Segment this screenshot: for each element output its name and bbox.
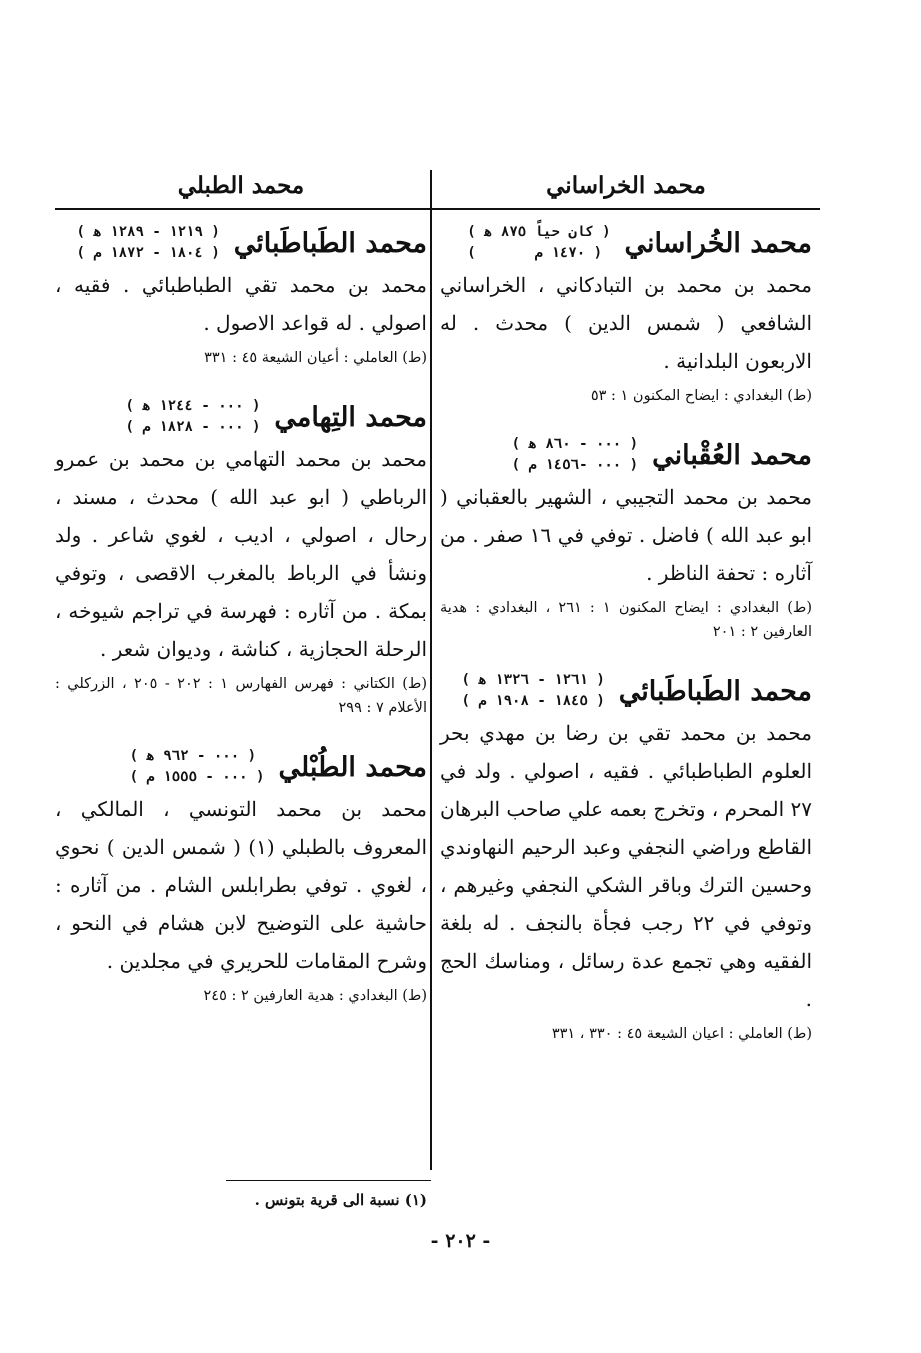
entry-body: محمد بن محمد التجيبي ، الشهير بالعقباني ( ابو عبد الله ) فاضل . توفي في ١٦ صفر . من آثاره : تحفة الناظر .: [440, 485, 812, 585]
entry-head: [440, 434, 812, 476]
entry-head: [440, 222, 812, 264]
dates-gregorian: ( ٠٠٠ -١٤٥٦ م ): [511, 457, 639, 473]
entry-body: محمد بن محمد بن التبادكاني ، الخراساني الشافعي ( شمس الدين ) محدث . له الاربعون البلدانية .: [440, 273, 812, 373]
left-column: [55, 164, 427, 1008]
entry-source: (ط) الكتاني : فهرس الفهارس ١ : ٢٠٢ - ٢٠٥ ، الزركلي : الأعلام ٧ : ٢٩٩: [55, 676, 427, 716]
footnote-rule: [226, 1180, 431, 1181]
entry-head: [55, 222, 427, 264]
entry-body: محمد بن محمد التهامي بن محمد بن عمرو الرباطي ( ابو عبد الله ) محدث ، مسند ، رحال ، اصولي ، اديب ، لغوي شاعر . ولد ونشأ في الرباط بالمغرب الاقصى ، وتوفي بمكة . من آثاره : فهرسة في تراجم شيوخه ، الرحلة الحجازية ، كناشة ، وديوان شعر .: [55, 447, 427, 661]
entry-name: محمد الخُراساني: [624, 227, 812, 259]
entry-source: (ط) العاملي : اعيان الشيعة ٤٥ : ٣٣٠ ، ٣٣١: [551, 1026, 812, 1042]
entry-name: محمد الطَباطَبائي: [233, 227, 427, 259]
right-column: [440, 164, 812, 1046]
entry-source: (ط) البغدادي : هدية العارفين ٢ : ٢٤٥: [203, 988, 427, 1004]
entry-head: [55, 746, 427, 788]
entry: [440, 670, 812, 1046]
entry-source: (ط) البغدادي : ايضاح المكنون ١ : ٢٦١ ، البغدادي : هدية العارفين ٢ : ٢٠١: [440, 600, 812, 640]
entry-source: (ط) العاملي : أعيان الشيعة ٤٥ : ٣٣١: [204, 350, 427, 366]
left-column-title: محمد الطبلي: [177, 172, 305, 199]
right-column-title: محمد الخراساني: [546, 172, 706, 199]
entry: [55, 746, 427, 1008]
entry-name: محمد الطُبْلي: [278, 751, 427, 783]
entry-body: محمد بن محمد التونسي ، المالكي ، المعروف بالطبلي (١) ( شمس الدين ) نحوي ، لغوي . توفي بطرابلس الشام . من آثاره : حاشية على التوضيح لابن هشام في النحو ، وشرح المقامات للحريري في مجلدين .: [55, 797, 428, 973]
entry-name: محمد العُقْباني: [652, 439, 812, 471]
dates-gregorian: ( ١٨٠٤ - ١٨٧٢ م ): [76, 245, 220, 261]
entry-source: (ط) البغدادي : ايضاح المكنون ١ : ٥٣: [590, 388, 812, 404]
dates-gregorian: ( ٠٠٠ - ١٥٥٥ م ): [129, 769, 265, 785]
dates-gregorian: ( ١٤٧٠ م ): [467, 245, 603, 261]
page-number: - ٢٠٢ -: [430, 1230, 491, 1252]
entry: [55, 222, 427, 370]
entry-dates: [467, 222, 610, 264]
dates-hijri: ( كان حياً ٨٧٥ ﻫ ): [467, 224, 611, 240]
entry-head: [55, 396, 427, 438]
dates-gregorian: ( ٠٠٠ - ١٨٢٨ م ): [125, 419, 261, 435]
entry-dates: [76, 222, 219, 264]
entry-dates: [126, 396, 261, 438]
entry-head: [440, 670, 812, 712]
dates-hijri: ( ٠٠٠ - ٨٦٠ ﻫ ): [511, 436, 639, 452]
entry-name: محمد التِهامي: [274, 401, 427, 433]
dates-hijri: ( ١٢١٩ - ١٢٨٩ ﻫ ): [76, 224, 220, 240]
entry-body: محمد بن محمد تقي بن رضا بن مهدي بحر العلوم الطباطبائي . فقيه ، اصولي . ولد في ٢٧ المحرم ، وتخرج بعمه علي صاحب البرهان القاطع وراضي النجفي وعبد الرحيم النهاوندي وحسين الترك وباقر الشكي النجفي وغيرهم ، وتوفي في ٢٢ رجب فجأة بالنجف . له بلغة الفقيه وهي تجمع عدة رسائل ، ومناسك الحج .: [440, 721, 813, 1011]
dates-hijri: ( ١٢٦١ - ١٣٢٦ ﻫ ): [461, 672, 605, 688]
entry: [440, 222, 812, 408]
entry-dates: [130, 746, 265, 788]
entry-body: محمد بن محمد تقي الطباطبائي . فقيه ، اصولي . له قواعد الاصول .: [55, 273, 427, 335]
entry: [55, 396, 427, 720]
dates-hijri: ( ٠٠٠ - ١٢٤٤ ﻫ ): [125, 398, 261, 414]
entry-dates: [512, 434, 638, 476]
column-divider: [430, 170, 432, 1170]
entry-dates: [461, 670, 604, 712]
dates-gregorian: ( ١٨٤٥ - ١٩٠٨ م ): [461, 693, 605, 709]
footnote: (١) نسبة الى قرية بتونس .: [254, 1191, 427, 1209]
entry: [440, 434, 812, 644]
entry-name: محمد الطَباطَبائي: [618, 675, 812, 707]
dates-hijri: ( ٠٠٠ - ٩٦٢ ﻫ ): [129, 748, 257, 764]
